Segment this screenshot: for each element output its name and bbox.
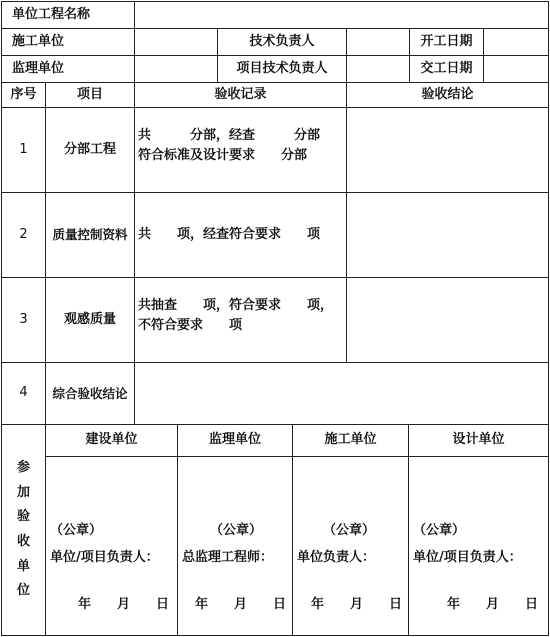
unit-header-design: 设计单位 (408, 424, 549, 457)
row-1-item: 分部工程 (45, 107, 135, 193)
signature-cell-supervision[interactable] (177, 456, 293, 636)
project-tech-lead-field[interactable] (346, 55, 410, 83)
design-seal: （公章） (413, 523, 466, 538)
design-date: 年 月 日 (446, 597, 538, 612)
supervision-unit-field[interactable] (134, 55, 218, 83)
row-1-no: 1 (1, 107, 46, 193)
side-char-6: 位 (16, 583, 30, 599)
unit-header-construction: 施工单位 (292, 424, 409, 457)
handover-date-field[interactable] (483, 55, 549, 83)
tech-lead-label: 技术负责人 (217, 28, 347, 56)
supervision-seal: （公章） (210, 523, 263, 538)
row-1-conclusion[interactable] (346, 107, 549, 193)
signature-cell-design[interactable] (408, 456, 549, 636)
row-1-record[interactable] (134, 107, 347, 193)
project-name-label: 单位工程名称 (1, 1, 135, 29)
unit-header-owner: 建设单位 (45, 424, 178, 457)
start-date-field[interactable] (483, 28, 549, 56)
project-tech-lead-label: 项目技术负责人 (217, 55, 347, 83)
construction-unit-field[interactable] (134, 28, 218, 56)
row-3-record-line-1: 共抽查 项，符合要求 项， (138, 298, 334, 313)
row-2-conclusion[interactable] (346, 192, 549, 278)
column-header-conclusion: 验收结论 (346, 82, 549, 108)
side-char-2: 加 (16, 484, 30, 500)
row-4-no: 4 (1, 362, 46, 425)
design-signer-label: 单位/项目负责人： (413, 550, 522, 565)
row-2-record-line-1: 共 项，经查符合要求 项 (138, 226, 321, 242)
side-char-5: 单 (16, 558, 30, 574)
construction-date: 年 月 日 (310, 597, 402, 612)
column-header-no: 序号 (1, 82, 46, 108)
row-3-record[interactable] (134, 277, 347, 363)
row-2-record[interactable] (134, 192, 347, 278)
column-header-item: 项目 (45, 82, 135, 108)
row-2-item: 质量控制资料 (45, 192, 135, 278)
row-3-item: 观感质量 (45, 277, 135, 363)
owner-date: 年 月 日 (77, 597, 169, 612)
participants-side-label (1, 424, 46, 636)
row-4-item: 综合验收结论 (45, 362, 135, 425)
construction-signer-label: 单位负责人： (297, 550, 376, 565)
side-char-3: 验 (16, 509, 30, 525)
supervision-date: 年 月 日 (194, 597, 286, 612)
supervision-unit-label: 监理单位 (1, 55, 135, 83)
row-3-no: 3 (1, 277, 46, 363)
unit-header-supervision: 监理单位 (177, 424, 293, 457)
row-3-record-line-2: 不符合要求 项 (138, 318, 243, 334)
row-3-conclusion[interactable] (346, 277, 549, 363)
signature-cell-owner[interactable] (45, 456, 178, 636)
tech-lead-field[interactable] (346, 28, 410, 56)
project-name-field[interactable] (134, 1, 549, 29)
supervision-signer-label: 总监理工程师： (182, 550, 274, 565)
row-2-no: 2 (1, 192, 46, 278)
side-char-4: 收 (16, 534, 30, 549)
owner-seal: （公章） (50, 523, 103, 538)
signature-cell-construction[interactable] (292, 456, 409, 636)
side-char-1: 参 (16, 459, 30, 475)
row-4-conclusion[interactable] (134, 362, 549, 425)
owner-signer-label: 单位/项目负责人： (50, 550, 159, 565)
row-1-record-line-2: 符合标准及设计要求 分部 (138, 148, 308, 164)
start-date-label: 开工日期 (409, 28, 484, 56)
construction-unit-label: 施工单位 (1, 28, 135, 56)
construction-seal: （公章） (323, 523, 376, 538)
handover-date-label: 交工日期 (409, 55, 484, 83)
column-header-record: 验收记录 (134, 82, 347, 108)
row-1-record-line-1: 共 分部，经查 分部 (138, 128, 321, 143)
